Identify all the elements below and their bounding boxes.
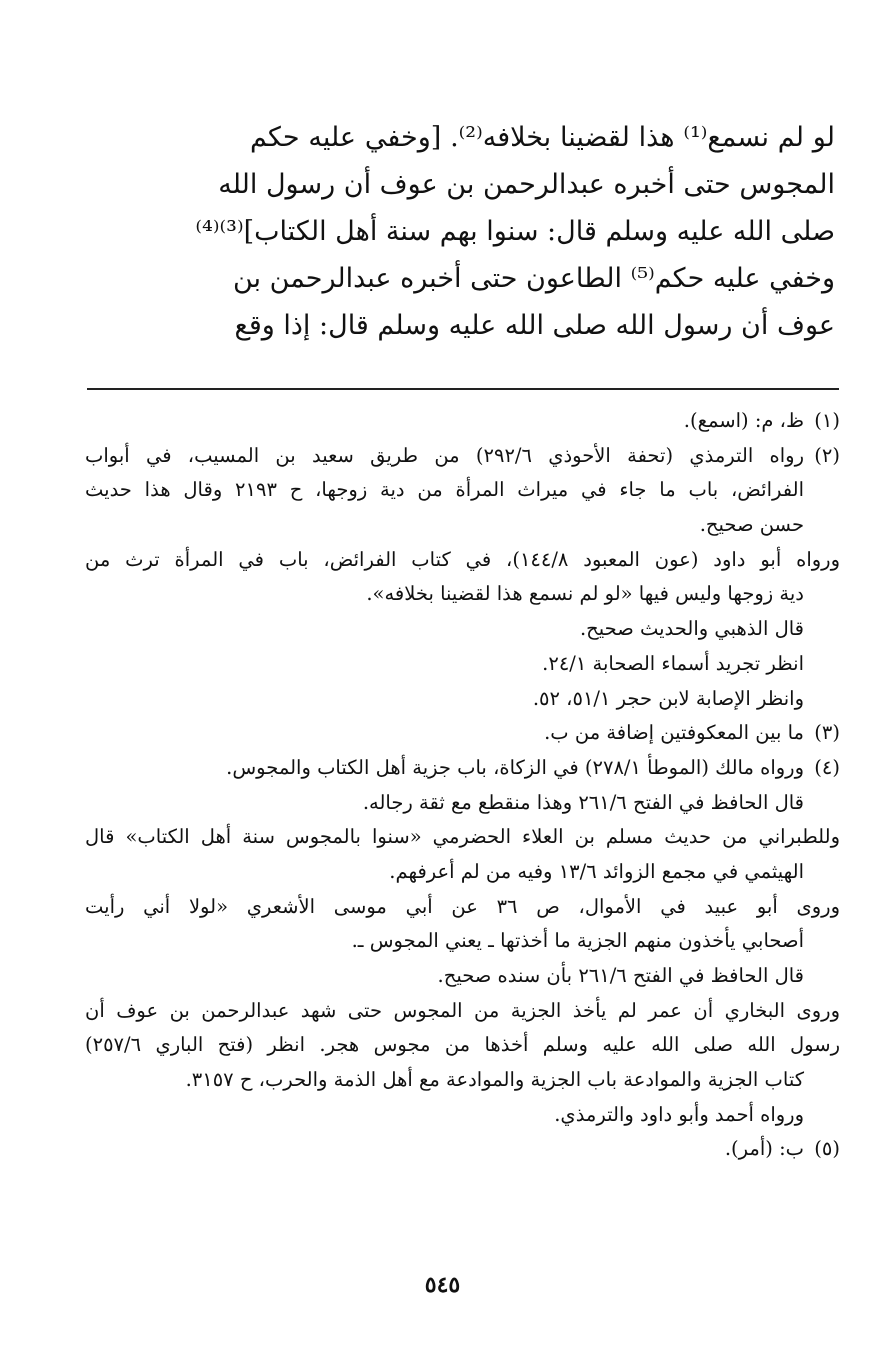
main-line: المجوس حتى أخبره عبدالرحمن بن عوف أن رسول الله (218, 169, 835, 200)
footnote-body (85, 1132, 804, 1167)
main-line: لو لم نسمع⁽¹⁾ هذا لقضينا بخلافه⁽²⁾. [وخفي عليه حكم (250, 122, 835, 153)
footnote-line: حسن صحيح. (699, 513, 804, 537)
footnote-line: ورواه مالك (الموطأ ٢٧٨/١) في الزكاة، باب جزية أهل الكتاب والمجوس. (226, 755, 804, 779)
footnote-1 (85, 404, 840, 439)
footnote-line: رواه الترمذي (تحفة الأحوذي ٢٩٢/٦) من طريق سعيد بن المسيب، في أبواب (85, 443, 805, 467)
page-number: ٥٤٥ (424, 1272, 461, 1298)
footnotes (85, 404, 840, 1167)
footnote-line: قال الذهبي والحديث صحيح. (579, 617, 804, 641)
footnote-body (85, 439, 840, 717)
footnote-line: الهيثمي في مجمع الزوائد ١٣/٦ وفيه من لم أعرفهم. (389, 859, 804, 883)
main-line: عوف أن رسول الله صلى الله عليه وسلم قال: إذا وقع (234, 310, 835, 341)
footnote-number: (١) (814, 409, 840, 432)
footnote-body (85, 716, 804, 751)
footnote-line: ب: (أمر). (724, 1137, 804, 1161)
footnote-3 (85, 716, 840, 751)
footnote-line: ظ، م: (اسمع). (683, 409, 804, 432)
footnote-line: وللطبراني من حديث مسلم بن العلاء الحضرمي «سنوا بالمجوس سنة أهل الكتاب» قال (85, 825, 840, 849)
footnote-line: ما بين المعكوفتين إضافة من ب. (544, 721, 804, 745)
footnote-line: كتاب الجزية والموادعة باب الجزية والموادعة مع أهل الذمة والحرب، ح ٣١٥٧. (185, 1068, 804, 1092)
footnote-line: انظر تجريد أسماء الصحابة ٢٤/١. (542, 651, 804, 675)
footnote-line: وانظر الإصابة لابن حجر ٥١/١، ٥٢. (532, 686, 804, 710)
footnote-line: ورواه أبو داود (عون المعبود ١٤٤/٨)، في كتاب الفرائض، باب في المرأة ترث من (85, 547, 840, 571)
footnote-line: وروى أبو عبيد في الأموال، ص ٣٦ عن أبي موسى الأشعري «لولا أني رأيت (85, 894, 840, 918)
footnote-number: (٥) (814, 1137, 840, 1161)
footnote-2 (85, 439, 840, 717)
footnote-body (85, 404, 804, 439)
main-text (195, 114, 835, 349)
footnote-line: قال الحافظ في الفتح ٢٦١/٦ وهذا منقطع مع ثقة رجاله. (362, 790, 804, 814)
footnote-number: (٣) (814, 721, 840, 745)
footnote-number: (٢) (814, 443, 840, 467)
footnote-line: دية زوجها وليس فيها «لو لم نسمع هذا لقضينا بخلافه». (366, 582, 804, 606)
footnote-line: قال الحافظ في الفتح ٢٦١/٦ بأن سنده صحيح. (437, 964, 804, 988)
main-line: وخفي عليه حكم⁽⁵⁾ الطاعون حتى أخبره عبدالرحمن بن (232, 263, 835, 294)
footnote-line: أصحابي يأخذون منهم الجزية ما أخذتها ـ يعني المجوس ـ. (351, 929, 804, 953)
footnote-line: الفرائض، باب ما جاء في ميراث المرأة من دية زوجها، ح ٢١٩٣ وقال هذا حديث (85, 478, 804, 502)
footnote-number: (٤) (814, 755, 840, 779)
footnote-line: رسول الله صلى الله عليه وسلم أخذها من مجوس هجر. انظر (فتح الباري ٢٥٧/٦) (85, 1033, 840, 1057)
footnote-4 (85, 751, 840, 1133)
footnote-divider (87, 388, 839, 390)
footnote-5 (85, 1132, 840, 1167)
footnote-line: ورواه أحمد وأبو داود والترمذي. (554, 1102, 804, 1126)
main-line: صلى الله عليه وسلم قال: سنوا بهم سنة أهل الكتاب]⁽³⁾⁽⁴⁾ (195, 216, 835, 247)
footnote-body (85, 751, 840, 1133)
footnote-line: وروى البخاري أن عمر لم يأخذ الجزية من المجوس حتى شهد عبدالرحمن بن عوف أن (85, 998, 840, 1022)
